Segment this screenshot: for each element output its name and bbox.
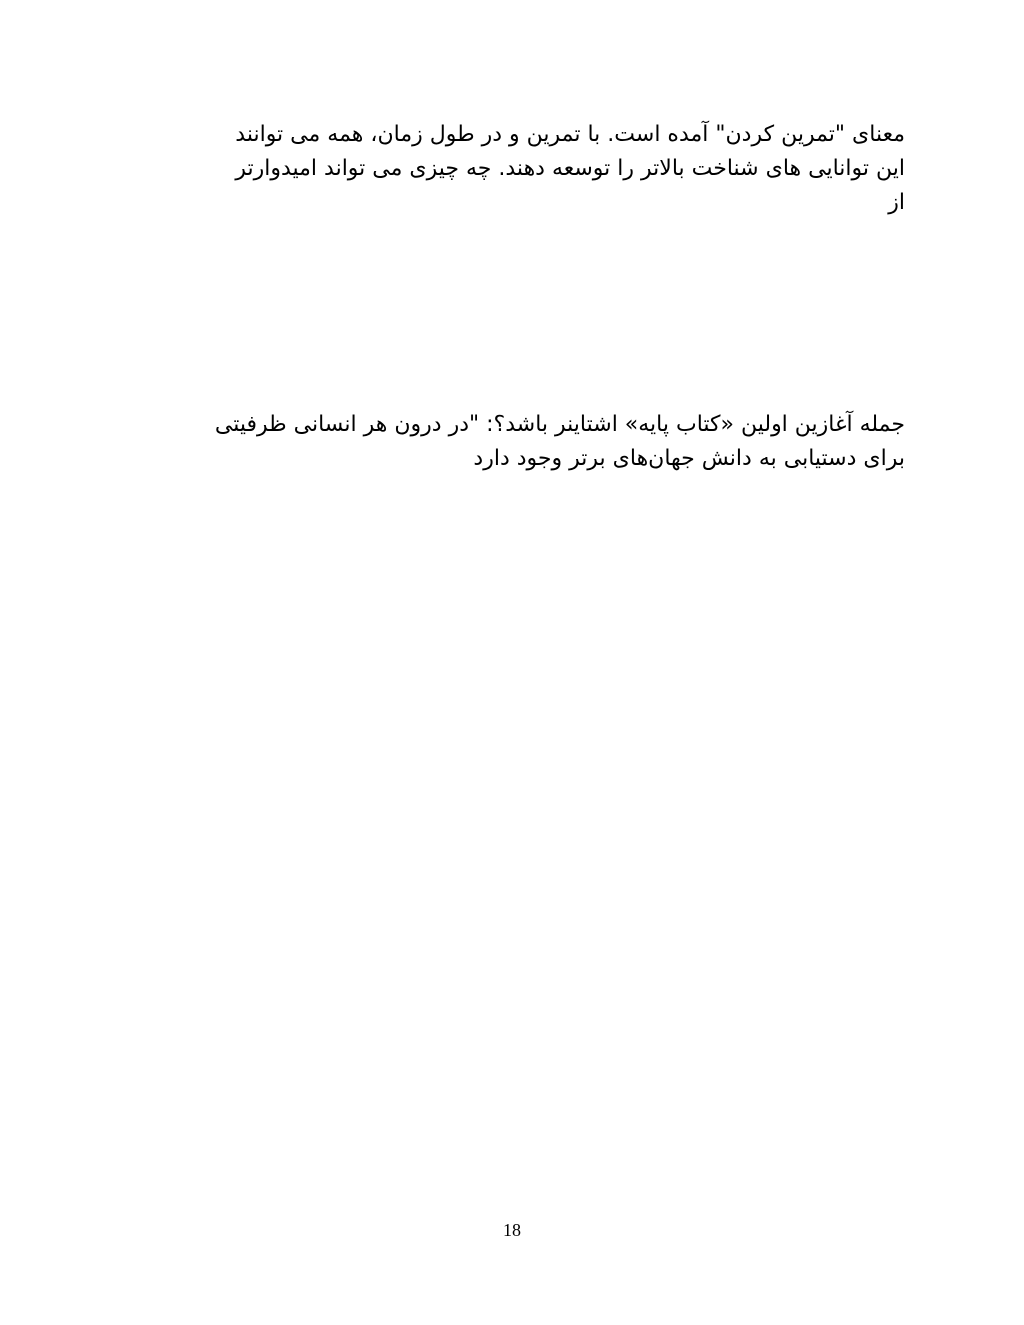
- paragraph-2-line-2: برای دستیابی به دانش جهان‌های برتر وجود دارد: [473, 446, 905, 471]
- paragraph-1-line-1: معنای "تمرین کردن" آمده است. با تمرین و در طول زمان، همه می توانند: [235, 122, 905, 147]
- paragraph-2: [120, 408, 905, 476]
- page-number: 18: [503, 1220, 521, 1240]
- paragraph-1: [120, 118, 905, 220]
- paragraph-1-line-2: این توانایی های شناخت بالاتر را توسعه دهند. چه چیزی می تواند امیدوارتر: [235, 156, 905, 181]
- paragraph-2-line-1: جمله آغازین اولین «کتاب پایه» اشتاینر باشد؟: "در درون هر انسانی ظرفیتی: [214, 412, 905, 437]
- paragraph-1-line-3: از: [888, 190, 905, 215]
